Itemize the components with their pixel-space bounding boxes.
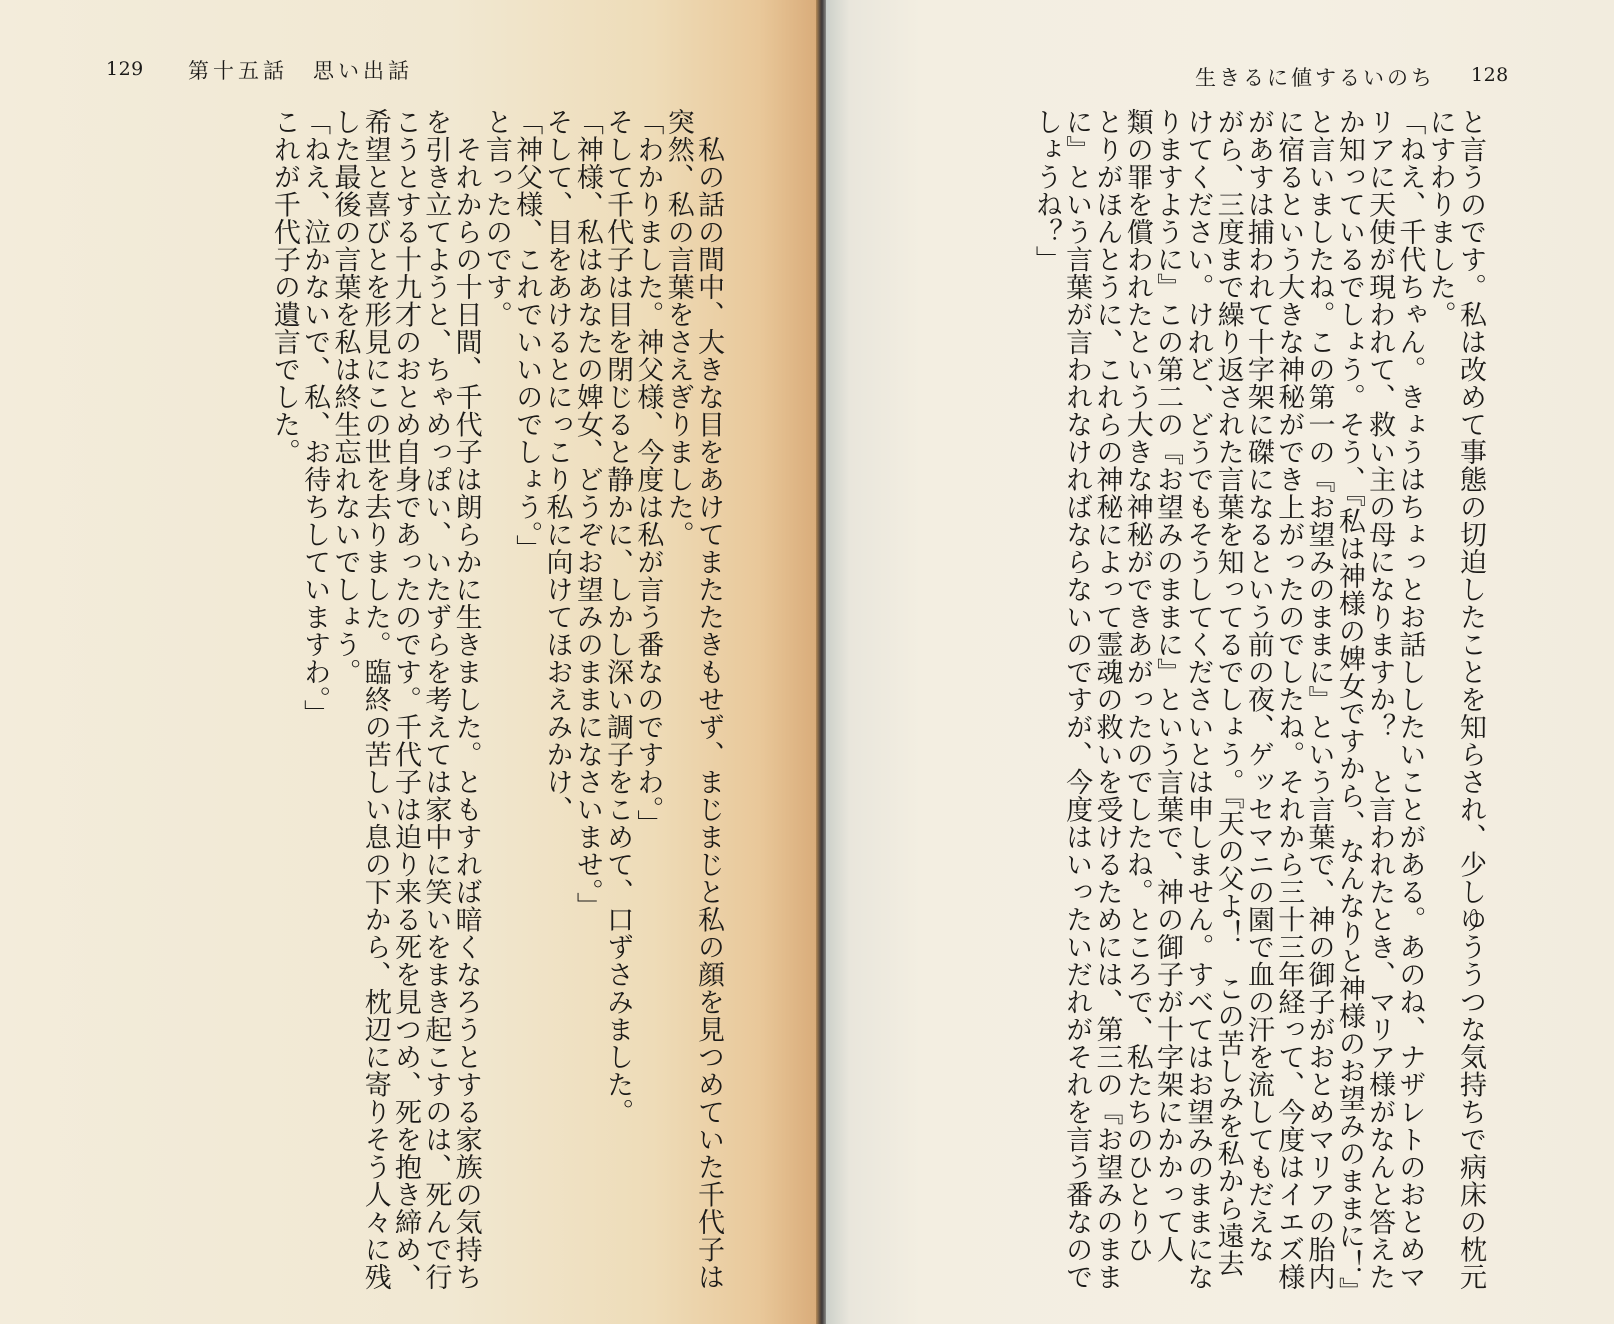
right-body-text (909, 108, 1486, 1305)
text-line: 「ねえ、泣かないで、私、お待ちしていますわ。」 (299, 108, 331, 727)
left-running-head: 第十五話 思い出話 (188, 59, 413, 83)
text-line: がら、三度まで繰り返された言葉を知ってるでしょう。『天の父よ！ この苦しみを私から遠去 (1212, 108, 1244, 1277)
text-line: と言ったのです。 (480, 108, 512, 328)
right-page-number: 128 (1471, 64, 1509, 86)
text-line: それからの十日間、千代子は朗らかに生きました。ともすれば暗くなろうとする家族の気持ち (450, 108, 482, 1291)
text-line: に宿るという大きな神秘ができ上がったのでしたね。それから三十三年経って、今度はイエズ様 (1273, 108, 1305, 1291)
text-line: これが千代子の遺言でした。 (268, 108, 300, 466)
text-line: があすは捕われて十字架に磔になるという前の夜、ゲッセマニの園で血の汗を流してもだえな (1242, 108, 1274, 1263)
text-line: 類の罪を償われたという大きな神秘ができあがったのでしたね。ところで、私たちのひとりひ (1121, 108, 1153, 1263)
text-line: と言いましたね。この第一の『お望みのままに』という言葉で、神の御子がおとめマリアの胎内 (1303, 108, 1335, 1291)
text-line: こうとする十九才のおとめ自身であったのです。千代子は迫り来る死を見つめ、死を抱き締め、 (390, 108, 422, 1291)
text-line: とりがほんとうに、これらの神秘によって霊魂の救いを受けるためには、第三の『お望みのまま (1091, 108, 1123, 1291)
text-line: に』という言葉が言われなければならないのですが、今度はいったいだれがそれを言う番なので (1061, 108, 1093, 1291)
text-line: 「神様、私はあなたの婢女、どうぞお望みのままになさいませ。」 (571, 108, 603, 920)
text-line: リアに天使が現われて、救い主の母になりますか？ と言われたとき、マリア様がなんと答えた (1364, 108, 1396, 1291)
text-line: 「神父様、これでいいのでしょう。」 (511, 108, 543, 562)
text-line: と言うのです。私は改めて事態の切迫したことを知らされ、少しゆううつな気持ちで病床の枕元 (1455, 108, 1486, 1291)
text-line: か知っているでしょう。そう、『私は神様の婢女ですから、なんなりと神様のお望みのままに！』 (1333, 108, 1365, 1305)
text-line: にすわりました。 (1424, 108, 1456, 328)
text-line: けてください。けれど、どうでもそうしてくださいとは申しません。すべてはお望みのままにな (1182, 108, 1214, 1291)
right-running-head: 生きるに値するいのち (1195, 66, 1435, 90)
text-line: を引き立てようと、ちゃめっぽい、いたずらを考えては家中に笑いをまき起こすのは、死んで行 (420, 108, 452, 1291)
text-line: 私の話の間中、大きな目をあけてまたたきもせず、まじまじと私の顔を見つめていた千代子は (693, 108, 724, 1291)
left-body-text (117, 108, 724, 1291)
book-gutter (816, 0, 826, 1324)
text-line: した最後の言葉を私は終生忘れないでしょう。 (329, 108, 361, 686)
text-line: 「わかりました。神父様、今度は私が言う番なのですわ。」 (632, 108, 664, 837)
text-line: 「ねえ、千代ちゃん。きょうはちょっとお話ししたいことがある。あのね、ナザレトのおとめマ (1394, 108, 1426, 1291)
text-line: 希望と喜びとを形見にこの世を去りました。臨終の苦しい息の下から、枕辺に寄りそう人々に残 (359, 108, 391, 1291)
left-page-number: 129 (106, 58, 144, 80)
text-line: そして、目をあけるとにっこり私に向けてほおえみかけ、 (541, 108, 573, 823)
text-line: りますように』この第二の『お望みのままに』という言葉で、神の御子が十字架にかかって人 (1152, 108, 1184, 1263)
text-line: そして千代子は目を閉じると静かに、しかし深い調子をこめて、口ずさみました。 (602, 108, 634, 1126)
text-line: しょうね？」 (1030, 108, 1062, 273)
text-line: 突然、私の言葉をさえぎりました。 (662, 108, 694, 548)
